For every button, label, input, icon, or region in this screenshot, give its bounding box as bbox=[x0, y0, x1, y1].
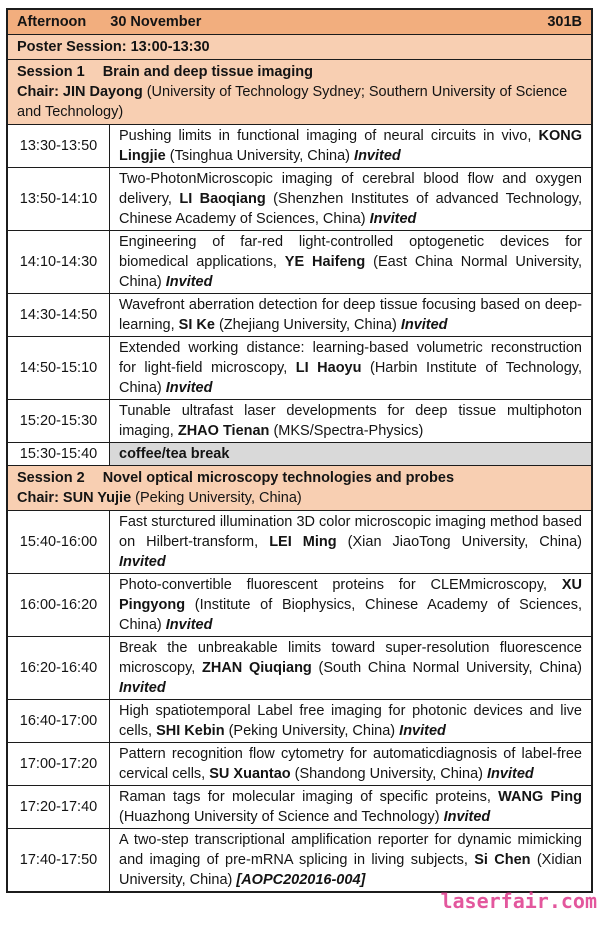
talk-tag: Invited bbox=[369, 211, 417, 227]
talk-tag: Invited bbox=[119, 554, 166, 570]
talk-title: Extended working distance: learning-based volumetric reconstruction for light-field microscopy, bbox=[119, 340, 582, 376]
talk-affiliation: (South China Normal University, China) bbox=[311, 660, 582, 676]
talk-title: High spatiotemporal Label free imaging for photonic devices and live cells, bbox=[119, 703, 582, 739]
session-1-header bbox=[8, 59, 591, 124]
coffee-break-row bbox=[8, 442, 591, 465]
talk-time: 14:50-15:10 bbox=[8, 337, 110, 399]
talk-description bbox=[110, 231, 591, 293]
talk-row bbox=[8, 573, 591, 636]
talk-title: Engineering of far-red light-controlled optogenetic devices for biomedical applications, bbox=[119, 234, 582, 270]
session-2-chair-line bbox=[17, 488, 582, 508]
session-2-chair-affiliation: (Peking University, China) bbox=[131, 490, 302, 506]
session-2-label: Session 2 bbox=[17, 470, 85, 486]
talk-speaker: LI Haoyu bbox=[295, 360, 362, 376]
talk-affiliation: (Xidian University, China) bbox=[119, 852, 582, 888]
talk-affiliation: (Tsinghua University, China) bbox=[165, 148, 355, 164]
talk-speaker: ZHAN Qiuqiang bbox=[201, 660, 312, 676]
talk-row bbox=[8, 167, 591, 230]
watermark: laserfair.com bbox=[440, 889, 597, 913]
talk-time: 17:20-17:40 bbox=[8, 786, 110, 828]
coffee-break-label: coffee/tea break bbox=[110, 443, 591, 465]
talk-description bbox=[110, 400, 591, 442]
talk-row bbox=[8, 785, 591, 828]
talk-time: 15:20-15:30 bbox=[8, 400, 110, 442]
talk-title: Pattern recognition flow cytometry for automaticdiagnosis of label-free cervical cells, bbox=[119, 746, 582, 782]
talk-speaker: KONG Lingjie bbox=[119, 128, 582, 164]
talk-row bbox=[8, 699, 591, 742]
talk-affiliation: (Xian JiaoTong University, China) bbox=[336, 534, 582, 550]
talk-tag: Invited bbox=[119, 680, 166, 696]
talk-time: 16:00-16:20 bbox=[8, 574, 110, 636]
talk-speaker: WANG Ping bbox=[498, 789, 582, 805]
header-room: 301B bbox=[547, 14, 582, 30]
talk-tag: [AOPC202016-004] bbox=[236, 872, 366, 888]
session-2-title-line bbox=[17, 468, 582, 488]
talk-title: Photo-convertible fluorescent proteins for CLEMmicroscopy, bbox=[119, 577, 562, 593]
talk-description bbox=[110, 829, 591, 891]
talk-speaker: LEI Ming bbox=[269, 534, 337, 550]
talk-row bbox=[8, 230, 591, 293]
session-1-label: Session 1 bbox=[17, 64, 85, 80]
talk-row bbox=[8, 828, 591, 891]
talk-description bbox=[110, 786, 591, 828]
talk-speaker: YE Haifeng bbox=[284, 254, 366, 270]
talk-description bbox=[110, 511, 591, 573]
poster-session-label: Poster Session: 13:00-13:30 bbox=[17, 39, 210, 55]
session-2-header bbox=[8, 465, 591, 510]
talk-affiliation: (Peking University, China) bbox=[224, 723, 400, 739]
talk-tag: Invited bbox=[165, 274, 213, 290]
talk-row bbox=[8, 336, 591, 399]
talk-description bbox=[110, 294, 591, 336]
talk-time: 16:40-17:00 bbox=[8, 700, 110, 742]
talk-description bbox=[110, 168, 591, 230]
talk-description bbox=[110, 125, 591, 167]
session-2-title: Novel optical microscopy technologies and probes bbox=[102, 470, 455, 486]
talk-title: Pushing limits in functional imaging of neural circuits in vivo, bbox=[119, 128, 539, 144]
talk-title: Wavefront aberration detection for deep tissue focusing based on deep-learning, bbox=[119, 297, 582, 333]
talk-title: Raman tags for molecular imaging of specific proteins, bbox=[119, 789, 499, 805]
talk-time: 16:20-16:40 bbox=[8, 637, 110, 699]
program-table bbox=[6, 8, 593, 893]
header-period: Afternoon bbox=[17, 14, 87, 30]
talk-time: 17:00-17:20 bbox=[8, 743, 110, 785]
talk-description bbox=[110, 574, 591, 636]
header-date: 30 November bbox=[110, 14, 202, 30]
talk-row bbox=[8, 636, 591, 699]
talk-description bbox=[110, 743, 591, 785]
talk-tag: Invited bbox=[400, 317, 448, 333]
talk-row bbox=[8, 124, 591, 167]
talk-tag: Invited bbox=[165, 380, 213, 396]
talk-description bbox=[110, 637, 591, 699]
talk-time: 15:40-16:00 bbox=[8, 511, 110, 573]
talk-description bbox=[110, 700, 591, 742]
session-1-title-line bbox=[17, 62, 582, 82]
talk-row bbox=[8, 742, 591, 785]
talk-speaker: SHI Kebin bbox=[156, 723, 225, 739]
talk-time: 13:30-13:50 bbox=[8, 125, 110, 167]
talk-affiliation: (Shenzhen Institutes of advanced Technology, Chinese Academy of Sciences, China) bbox=[119, 191, 582, 227]
talk-affiliation: (Shandong University, China) bbox=[290, 766, 488, 782]
session-1-chair: Chair: JIN Dayong bbox=[17, 84, 143, 100]
table-header-row bbox=[8, 10, 591, 34]
session-2-chair: Chair: SUN Yujie bbox=[17, 490, 132, 506]
talk-row bbox=[8, 293, 591, 336]
talk-time: 17:40-17:50 bbox=[8, 829, 110, 891]
talk-title: Two-PhotonMicroscopic imaging of cerebral blood flow and oxygen delivery, bbox=[119, 171, 582, 207]
poster-session-row bbox=[8, 34, 591, 59]
talk-speaker: XU Pingyong bbox=[119, 577, 582, 613]
session-1-chair-line bbox=[17, 82, 582, 122]
talk-row bbox=[8, 399, 591, 442]
talk-tag: Invited bbox=[443, 809, 491, 825]
talk-title: A two-step transcriptional amplification reporter for dynamic mimicking and imaging of pre-mRNA splicing in living subjects, bbox=[119, 832, 582, 868]
talk-speaker: ZHAO Tienan bbox=[177, 423, 270, 439]
talk-affiliation: (MKS/Spectra-Physics) bbox=[269, 423, 424, 439]
coffee-break-time: 15:30-15:40 bbox=[8, 443, 110, 465]
talk-tag: Invited bbox=[399, 723, 446, 739]
talk-tag: Invited bbox=[354, 148, 401, 164]
talk-speaker: LI Baoqiang bbox=[179, 191, 266, 207]
talk-affiliation: (Harbin Institute of Technology, China) bbox=[119, 360, 582, 396]
session-1-title: Brain and deep tissue imaging bbox=[102, 64, 313, 80]
talk-time: 13:50-14:10 bbox=[8, 168, 110, 230]
talk-title: Fast sturctured illumination 3D color microscopic imaging method based on Hilbert-transform, bbox=[119, 514, 582, 550]
talk-affiliation: (Huazhong University of Science and Technology) bbox=[119, 809, 444, 825]
talk-time: 14:30-14:50 bbox=[8, 294, 110, 336]
talk-affiliation: (Institute of Biophysics, Chinese Academy of Sciences, China) bbox=[119, 597, 582, 633]
talk-time: 14:10-14:30 bbox=[8, 231, 110, 293]
talk-speaker: Si Chen bbox=[474, 852, 531, 868]
talk-affiliation: (Zhejiang University, China) bbox=[214, 317, 401, 333]
talk-speaker: SU Xuantao bbox=[209, 766, 291, 782]
talk-row bbox=[8, 510, 591, 573]
talk-description bbox=[110, 337, 591, 399]
talk-title: Tunable ultrafast laser developments for deep tissue multiphoton imaging, bbox=[119, 403, 582, 439]
talk-speaker: SI Ke bbox=[178, 317, 215, 333]
session-1-chair-affiliation: (University of Technology Sydney; Southern University of Science and Technology) bbox=[17, 84, 568, 120]
talk-tag: Invited bbox=[165, 617, 213, 633]
talk-title: Break the unbreakable limits toward super-resolution fluorescence microscopy, bbox=[119, 640, 582, 676]
talk-affiliation: (East China Normal University, China) bbox=[119, 254, 582, 290]
talk-tag: Invited bbox=[487, 766, 534, 782]
